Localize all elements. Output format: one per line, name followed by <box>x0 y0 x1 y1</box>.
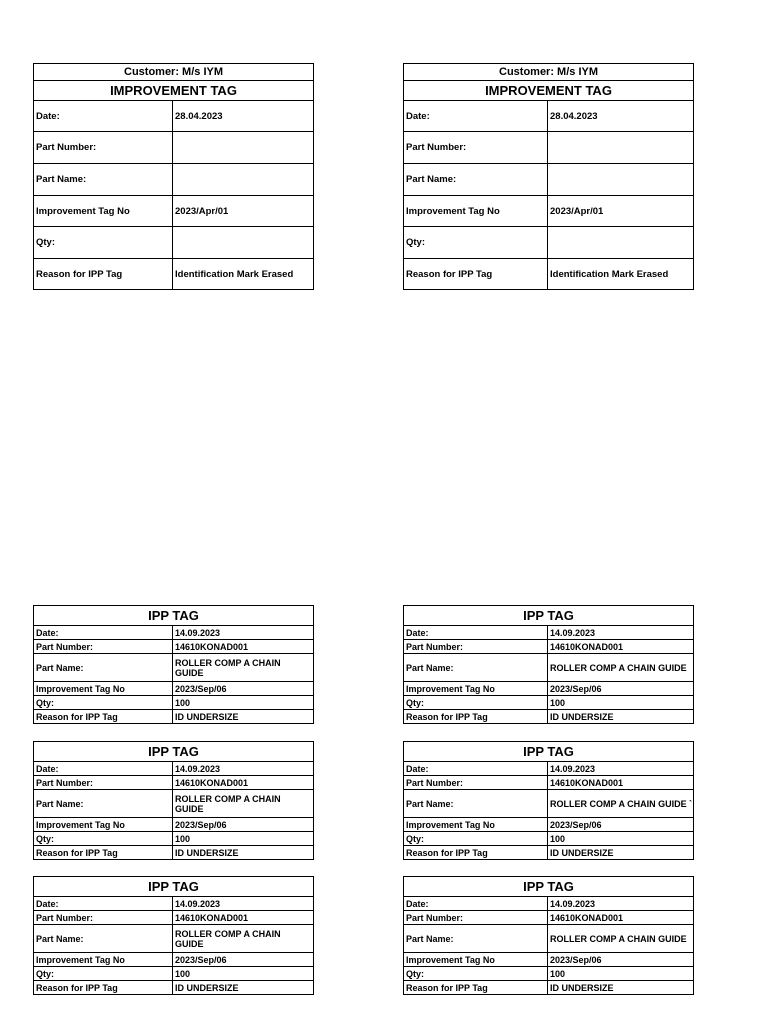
customer-line: Customer: M/s IYM <box>404 64 694 81</box>
reason-label: Reason for IPP Tag <box>34 981 173 995</box>
tag-title: IPP TAG <box>34 742 314 762</box>
part-number-label: Part Number: <box>34 776 173 790</box>
customer-line: Customer: M/s IYM <box>34 64 314 81</box>
part-number-value: 14610KONAD001 <box>173 640 314 654</box>
part-name-value <box>548 164 694 196</box>
tag-no-label: Improvement Tag No <box>34 196 173 227</box>
tag-title: IMPROVEMENT TAG <box>404 81 694 101</box>
tag-no-value: 2023/Sep/06 <box>548 818 694 832</box>
tag-no-value: 2023/Sep/06 <box>548 682 694 696</box>
qty-label: Qty: <box>34 696 173 710</box>
qty-value <box>173 227 314 259</box>
part-name-value <box>173 164 314 196</box>
ipp-tag-4 <box>403 741 694 860</box>
date-label: Date: <box>34 626 173 640</box>
tag-no-label: Improvement Tag No <box>404 682 548 696</box>
tag-title: IMPROVEMENT TAG <box>34 81 314 101</box>
ipp-tag-3 <box>33 741 314 860</box>
date-value: 28.04.2023 <box>548 101 694 132</box>
tag-title: IPP TAG <box>34 606 314 626</box>
tag-no-label: Improvement Tag No <box>34 818 173 832</box>
part-number-label: Part Number: <box>404 776 548 790</box>
part-name-value: ROLLER COMP A CHAIN GUIDE <box>173 654 314 682</box>
tag-no-value: 2023/Apr/01 <box>173 196 314 227</box>
part-number-label: Part Number: <box>34 132 173 164</box>
date-label: Date: <box>404 762 548 776</box>
reason-label: Reason for IPP Tag <box>404 259 548 290</box>
tag-no-label: Improvement Tag No <box>34 682 173 696</box>
reason-value: ID UNDERSIZE <box>173 710 314 724</box>
tag-title: IPP TAG <box>34 877 314 897</box>
part-name-label: Part Name: <box>404 925 548 953</box>
date-label: Date: <box>404 626 548 640</box>
reason-value: Identification Mark Erased <box>173 259 314 290</box>
reason-label: Reason for IPP Tag <box>404 710 548 724</box>
part-name-value: ROLLER COMP A CHAIN GUIDE <box>173 790 314 818</box>
tag-no-label: Improvement Tag No <box>404 818 548 832</box>
reason-value: Identification Mark Erased <box>548 259 694 290</box>
tag-no-value: 2023/Sep/06 <box>173 818 314 832</box>
tag-no-label: Improvement Tag No <box>34 953 173 967</box>
qty-label: Qty: <box>404 967 548 981</box>
improvement-tag-right <box>403 63 694 290</box>
part-name-label: Part Name: <box>34 790 173 818</box>
tag-title: IPP TAG <box>404 606 694 626</box>
qty-label: Qty: <box>34 227 173 259</box>
qty-value: 100 <box>548 832 694 846</box>
part-number-label: Part Number: <box>404 911 548 925</box>
ipp-tag-6 <box>403 876 694 995</box>
qty-label: Qty: <box>404 696 548 710</box>
qty-value <box>548 227 694 259</box>
qty-value: 100 <box>548 967 694 981</box>
part-name-label: Part Name: <box>404 654 548 682</box>
reason-value: ID UNDERSIZE <box>548 710 694 724</box>
reason-value: ID UNDERSIZE <box>173 846 314 860</box>
reason-label: Reason for IPP Tag <box>404 846 548 860</box>
reason-value: ID UNDERSIZE <box>548 846 694 860</box>
part-name-value: ROLLER COMP A CHAIN GUIDE <box>173 925 314 953</box>
qty-label: Qty: <box>34 832 173 846</box>
part-number-value <box>548 132 694 164</box>
date-value: 14.09.2023 <box>548 626 694 640</box>
part-name-label: Part Name: <box>34 654 173 682</box>
part-number-label: Part Number: <box>34 911 173 925</box>
qty-value: 100 <box>173 967 314 981</box>
date-label: Date: <box>34 897 173 911</box>
qty-label: Qty: <box>404 227 548 259</box>
part-name-value: ROLLER COMP A CHAIN GUIDE <box>548 925 694 953</box>
ipp-tag-1 <box>33 605 314 724</box>
part-name-value: ROLLER COMP A CHAIN GUIDE ` <box>548 790 694 818</box>
date-label: Date: <box>34 101 173 132</box>
part-number-value: 14610KONAD001 <box>548 776 694 790</box>
date-value: 14.09.2023 <box>548 762 694 776</box>
reason-label: Reason for IPP Tag <box>34 259 173 290</box>
part-number-value <box>173 132 314 164</box>
ipp-tag-5 <box>33 876 314 995</box>
qty-label: Qty: <box>34 967 173 981</box>
part-name-label: Part Name: <box>34 925 173 953</box>
date-label: Date: <box>34 762 173 776</box>
qty-value: 100 <box>548 696 694 710</box>
date-value: 14.09.2023 <box>173 762 314 776</box>
part-name-label: Part Name: <box>404 164 548 196</box>
tag-title: IPP TAG <box>404 742 694 762</box>
part-name-label: Part Name: <box>404 790 548 818</box>
tag-no-value: 2023/Sep/06 <box>173 953 314 967</box>
qty-label: Qty: <box>404 832 548 846</box>
date-label: Date: <box>404 897 548 911</box>
reason-label: Reason for IPP Tag <box>34 710 173 724</box>
tag-no-value: 2023/Apr/01 <box>548 196 694 227</box>
qty-value: 100 <box>173 696 314 710</box>
part-number-label: Part Number: <box>34 640 173 654</box>
part-number-value: 14610KONAD001 <box>173 776 314 790</box>
tag-no-label: Improvement Tag No <box>404 196 548 227</box>
date-value: 14.09.2023 <box>173 626 314 640</box>
part-number-value: 14610KONAD001 <box>548 640 694 654</box>
improvement-tag-left <box>33 63 314 290</box>
tag-no-label: Improvement Tag No <box>404 953 548 967</box>
date-label: Date: <box>404 101 548 132</box>
date-value: 28.04.2023 <box>173 101 314 132</box>
tag-no-value: 2023/Sep/06 <box>548 953 694 967</box>
reason-value: ID UNDERSIZE <box>173 981 314 995</box>
reason-label: Reason for IPP Tag <box>404 981 548 995</box>
reason-value: ID UNDERSIZE <box>548 981 694 995</box>
ipp-tag-2 <box>403 605 694 724</box>
qty-value: 100 <box>173 832 314 846</box>
part-number-value: 14610KONAD001 <box>173 911 314 925</box>
date-value: 14.09.2023 <box>548 897 694 911</box>
part-name-label: Part Name: <box>34 164 173 196</box>
tag-no-value: 2023/Sep/06 <box>173 682 314 696</box>
part-number-label: Part Number: <box>404 640 548 654</box>
part-number-label: Part Number: <box>404 132 548 164</box>
part-name-value: ROLLER COMP A CHAIN GUIDE <box>548 654 694 682</box>
reason-label: Reason for IPP Tag <box>34 846 173 860</box>
tag-title: IPP TAG <box>404 877 694 897</box>
part-number-value: 14610KONAD001 <box>548 911 694 925</box>
date-value: 14.09.2023 <box>173 897 314 911</box>
